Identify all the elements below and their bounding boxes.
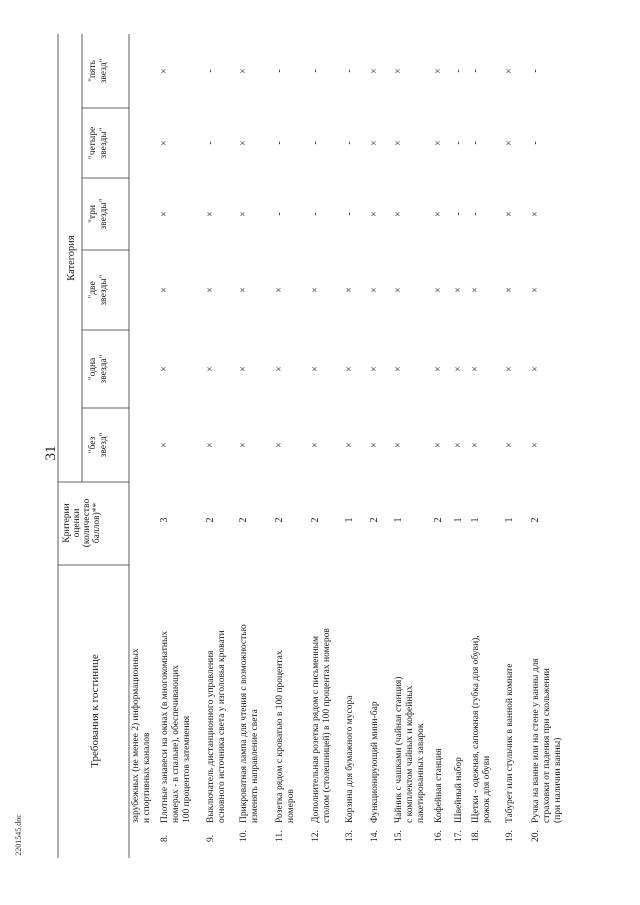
requirement-text: Прикроватная лампа для чтения с возможностью: [239, 624, 249, 823]
category-mark: -: [453, 212, 464, 216]
criteria-points: 2: [369, 517, 380, 523]
category-mark: ×: [205, 211, 216, 217]
category-mark: ×: [205, 287, 216, 293]
category-mark: ×: [344, 442, 355, 448]
category-mark: ×: [238, 140, 249, 146]
table-row: [393, 68, 426, 842]
category-mark: ×: [504, 211, 515, 217]
category-mark: -: [344, 212, 355, 216]
category-mark: -: [453, 69, 464, 73]
requirement-text: Щетки - одежная, сапожная (губка для обуви),: [471, 635, 481, 823]
table-row: [470, 69, 492, 842]
requirement-text: номерах - в спальне), обеспечивающих: [171, 664, 181, 823]
criteria-points: 2: [530, 517, 541, 523]
row-number: 20.: [531, 830, 541, 842]
category-column-header: "четыре: [88, 126, 98, 160]
category-mark: ×: [530, 366, 541, 372]
category-mark: ×: [369, 140, 380, 146]
category-mark: ×: [369, 68, 380, 74]
category-mark: ×: [504, 366, 515, 372]
category-mark: ×: [344, 287, 355, 293]
category-column-header: звезды": [99, 274, 109, 306]
category-column-header: "одна: [88, 357, 98, 381]
category-mark: -: [453, 141, 464, 145]
category-mark: ×: [369, 442, 380, 448]
page-number: 31: [43, 445, 59, 461]
table-body: [130, 68, 563, 842]
category-mark: ×: [205, 442, 216, 448]
row-number: 11.: [275, 830, 285, 842]
category-mark: ×: [393, 366, 404, 372]
criteria-points: 1: [470, 517, 481, 523]
row-number: 13.: [345, 830, 355, 842]
category-mark: ×: [530, 442, 541, 448]
requirement-text: Розетка рядом с кроватью в 100 процентах: [275, 650, 285, 823]
requirement-text: и спортивных каналов: [142, 732, 152, 823]
criteria-points: 2: [238, 517, 249, 523]
category-mark: ×: [393, 287, 404, 293]
criteria-points: 2: [310, 517, 321, 523]
requirement-text: Кофейная станция: [434, 748, 444, 823]
requirement-text: с комплектом чайных и кофейных: [405, 685, 415, 823]
row-number: 16.: [434, 830, 444, 842]
requirement-text: (при наличии ванны): [553, 737, 563, 823]
category-mark: ×: [159, 287, 170, 293]
category-mark: ×: [274, 442, 285, 448]
row-number: 19.: [505, 830, 515, 842]
category-mark: ×: [238, 68, 249, 74]
table-header: [62, 58, 109, 767]
table-row: [433, 68, 444, 842]
table-row: [453, 69, 464, 842]
row-number: 9.: [206, 834, 216, 842]
category-header: Категория: [66, 235, 77, 281]
category-mark: -: [310, 212, 321, 216]
table-row: [274, 69, 296, 842]
category-mark: ×: [504, 442, 515, 448]
category-mark: ×: [393, 442, 404, 448]
requirement-text: Табурет или стульчик в ванной комнате: [505, 663, 515, 823]
category-mark: ×: [369, 366, 380, 372]
category-mark: -: [344, 141, 355, 145]
category-mark: ×: [310, 366, 321, 372]
category-mark: ×: [433, 287, 444, 293]
category-mark: ×: [159, 442, 170, 448]
category-column-header: звезд": [99, 58, 109, 84]
category-mark: ×: [453, 287, 464, 293]
category-mark: -: [470, 69, 481, 73]
table-row: [344, 69, 355, 842]
category-mark: ×: [470, 442, 481, 448]
category-mark: -: [530, 141, 541, 145]
criteria-points: 1: [393, 517, 404, 523]
criteria-header-line: Критерии: [62, 503, 72, 543]
requirement-text: пакетированных заварок: [416, 723, 426, 823]
criteria-points: 2: [433, 517, 444, 523]
category-mark: ×: [238, 287, 249, 293]
category-mark: -: [470, 212, 481, 216]
category-mark: -: [310, 141, 321, 145]
category-mark: ×: [159, 68, 170, 74]
category-column-header: звезда": [99, 354, 109, 384]
criteria-points: 3: [159, 517, 170, 523]
requirement-text: Швейный набор: [454, 757, 464, 823]
category-column-header: звезды": [99, 127, 109, 159]
category-mark: ×: [433, 442, 444, 448]
category-mark: ×: [470, 366, 481, 372]
criteria-header-line: оценки: [72, 508, 82, 538]
row-number: 12.: [311, 830, 321, 842]
category-mark: ×: [205, 366, 216, 372]
criteria-header-line: баллов)**: [92, 502, 102, 544]
requirement-text: основного источника света у изголовья кровати: [217, 630, 227, 823]
table-row: [205, 69, 227, 842]
requirement-text: 100 процентов затемнения: [182, 715, 192, 823]
criteria-header-line: (количество: [82, 498, 92, 548]
category-mark: ×: [504, 287, 515, 293]
category-mark: -: [274, 141, 285, 145]
category-mark: ×: [393, 211, 404, 217]
row-number: 10.: [239, 830, 249, 842]
category-mark: ×: [504, 140, 515, 146]
category-mark: -: [205, 69, 216, 73]
requirement-text: рожок для обуви: [482, 755, 492, 823]
category-mark: ×: [238, 366, 249, 372]
category-mark: ×: [274, 366, 285, 372]
footer-filename: 2201545.doc: [14, 814, 23, 856]
criteria-points: 2: [274, 517, 285, 523]
requirement-text: Дополнительная розетка рядом с письменным: [311, 635, 321, 823]
category-mark: ×: [238, 442, 249, 448]
requirement-text: Корзина для бумажного мусора: [345, 695, 355, 823]
category-mark: ×: [159, 366, 170, 372]
category-mark: -: [274, 212, 285, 216]
requirement-text: Чайник с чашками (чайная станция): [394, 676, 404, 823]
category-mark: ×: [453, 366, 464, 372]
category-mark: ×: [274, 287, 285, 293]
row-number: 17.: [454, 830, 464, 842]
requirement-text: Плотные занавеси на окнах (в многокомнатных: [160, 630, 170, 823]
category-mark: ×: [159, 140, 170, 146]
category-column-header: "три: [88, 205, 98, 223]
criteria-points: 2: [205, 517, 216, 523]
category-column-header: звезды": [99, 198, 109, 230]
row-number: 15.: [394, 830, 404, 842]
category-mark: ×: [310, 287, 321, 293]
category-mark: -: [530, 69, 541, 73]
category-mark: -: [470, 141, 481, 145]
category-mark: ×: [310, 442, 321, 448]
category-mark: ×: [238, 211, 249, 217]
category-mark: ×: [504, 68, 515, 74]
criteria-points: 1: [453, 517, 464, 523]
category-column-header: "без: [88, 436, 98, 454]
table-row: [310, 69, 332, 842]
category-column-header: звезд": [99, 432, 109, 458]
category-mark: ×: [393, 140, 404, 146]
requirement-text: изменять направление света: [250, 709, 260, 823]
category-column-header: "две: [88, 281, 98, 299]
category-mark: -: [205, 141, 216, 145]
requirement-text: Ручка на ванне или на стене у ванны для: [531, 658, 541, 823]
requirement-text: зарубежных (не менее 2) информационных: [131, 648, 141, 823]
requirement-text: Выключатель дистанционного управления: [206, 650, 216, 823]
criteria-points: 1: [344, 517, 355, 523]
requirement-text: номеров: [286, 789, 296, 823]
table-row: [130, 648, 152, 823]
category-mark: -: [310, 69, 321, 73]
category-mark: -: [274, 69, 285, 73]
category-mark: ×: [433, 140, 444, 146]
category-mark: ×: [344, 366, 355, 372]
category-mark: -: [344, 69, 355, 73]
requirement-text: Функционирующий мини-бар: [370, 701, 380, 823]
category-mark: ×: [433, 68, 444, 74]
row-number: 18.: [471, 830, 481, 842]
category-mark: ×: [433, 211, 444, 217]
category-mark: ×: [159, 211, 170, 217]
requirement-text: столом (столешницей) в 100 процентах номеров: [322, 628, 332, 823]
category-mark: ×: [530, 287, 541, 293]
category-mark: ×: [453, 442, 464, 448]
category-mark: ×: [393, 68, 404, 74]
category-column-header: "пять: [88, 60, 98, 82]
row-number: 14.: [370, 830, 380, 842]
table-row: [530, 69, 563, 842]
category-mark: ×: [470, 287, 481, 293]
table-row: [504, 68, 515, 842]
table-row: [159, 68, 192, 842]
category-mark: ×: [530, 211, 541, 217]
row-number: 8.: [160, 834, 170, 842]
criteria-points: 1: [504, 517, 515, 523]
category-mark: ×: [433, 366, 444, 372]
table-row: [369, 68, 380, 842]
table-row: [238, 68, 260, 842]
category-mark: ×: [369, 211, 380, 217]
requirement-header: Требования к гостинице: [89, 654, 101, 768]
requirement-text: страховки от падения при скольжении: [542, 668, 552, 823]
category-mark: ×: [369, 287, 380, 293]
